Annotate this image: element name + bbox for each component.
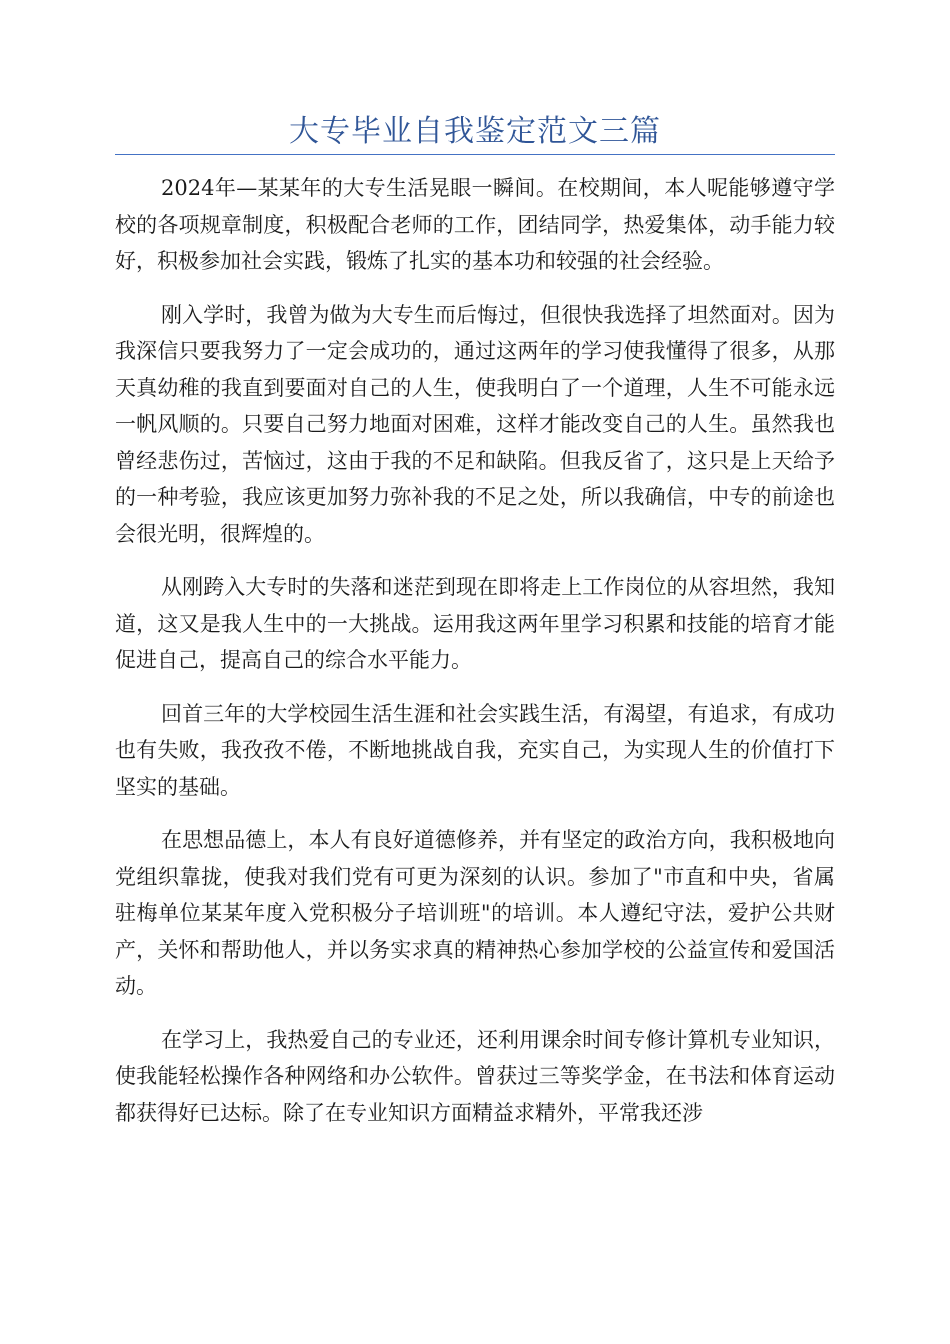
paragraph: 回首三年的大学校园生活生涯和社会实践生活，有渴望，有追求，有成功也有失败，我孜孜不倦，不断地挑战自我，充实自己，为实现人生的价值打下坚实的基础。 xyxy=(115,701,835,799)
document-title: 大专毕业自我鉴定范文三篇 xyxy=(289,114,661,149)
title-underline xyxy=(115,154,835,155)
paragraph: 2024年—某某年的大专生活晃眼一瞬间。在校期间，本人呢能够遵守学校的各项规章制度，积极配合老师的工作，团结同学，热爱集体，动手能力较好，积极参加社会实践，锻炼了扎实的基本功和较强的社会经验。 xyxy=(115,176,835,273)
paragraph: 在学习上，我热爱自己的专业还，还利用课余时间专修计算机专业知识，使我能轻松操作各种网络和办公软件。曾获过三等奖学金，在书法和体育运动都获得好已达标。除了在专业知识方面精益求精外，平常我还涉 xyxy=(115,1027,835,1125)
paragraph: 刚入学时，我曾为做为大专生而后悔过，但很快我选择了坦然面对。因为我深信只要我努力了一定会成功的，通过这两年的学习使我懂得了很多，从那天真幼稚的我直到要面对自己的人生，使我明白了一个道理，人生不可能永远一帆风顺的。只要自己努力地面对困难，这样才能改变自己的人生。虽然我也曾经悲伤过，苦恼过，这由于我的不足和缺陷。但我反省了，这只是上天给予的一种考验，我应该更加努力弥补我的不足之处，所以我确信，中专的前途也会很光明，很辉煌的。 xyxy=(115,302,835,546)
paragraph: 从刚跨入大专时的失落和迷茫到现在即将走上工作岗位的从容坦然，我知道，这又是我人生中的一大挑战。运用我这两年里学习积累和技能的培育才能促进自己，提高自己的综合水平能力。 xyxy=(115,575,835,672)
paragraph: 在思想品德上，本人有良好道德修养，并有坚定的政治方向，我积极地向党组织靠拢，使我对我们党有可更为深刻的认识。参加了"市直和中央，省属驻梅单位某某年度入党积极分子培训班"的培训。本人遵纪守法，爱护公共财产，关怀和帮助他人，并以务实求真的精神热心参加学校的公益宣传和爱国活动。 xyxy=(115,828,835,998)
document-body xyxy=(115,170,835,1148)
